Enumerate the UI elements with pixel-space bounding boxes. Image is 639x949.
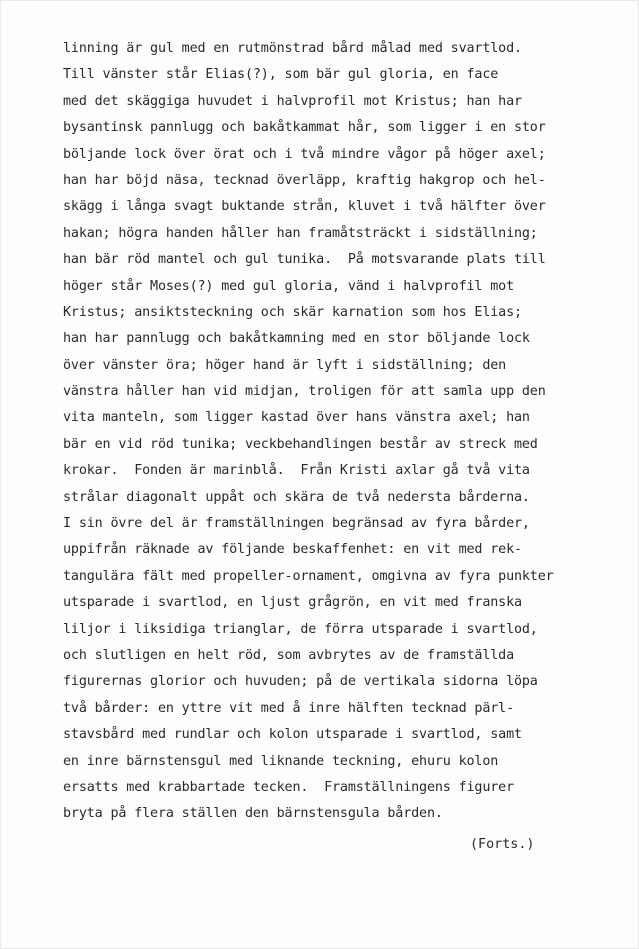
text-line: tangulära fält med propeller-ornament, omgivna av fyra punkter [63, 568, 554, 584]
text-line: bryta på flera ställen den bärnstensgula bården. [63, 806, 443, 822]
text-line: vita manteln, som ligger kastad över hans vänstra axel; han [63, 410, 530, 426]
text-line: en inre bärnstensgul med liknande teckning, ehuru kolon [63, 753, 499, 769]
text-line: liljor i liksidiga trianglar, de förra utsparade i svartlod, [63, 621, 538, 637]
text-line: krokar. Fonden är marinblå. Från Kristi axlar gå två vita [63, 463, 530, 479]
text-line: bär en vid röd tunika; veckbehandlingen består av streck med [63, 436, 538, 452]
text-line: bysantinsk pannlugg och bakåtkammat hår, som ligger i en stor [63, 120, 546, 136]
text-line: ersatts med krabbartade tecken. Framställningens figurer [63, 779, 514, 795]
text-line: höger står Moses(?) med gul gloria, vänd i halvprofil mot [63, 278, 514, 294]
text-line: hakan; högra handen håller han framåtsträckt i sidställning; [63, 225, 538, 241]
text-line: böljande lock över örat och i två mindre vågor på höger axel; [63, 146, 546, 162]
text-line: och slutligen en helt röd, som avbrytes av de framställda [63, 647, 514, 663]
text-line: utsparade i svartlod, en ljust grågrön, en vit med franska [63, 595, 522, 611]
text-line: med det skäggiga huvudet i halvprofil mot Kristus; han har [63, 93, 522, 109]
text-line: han bär röd mantel och gul tunika. På motsvarande plats till [63, 252, 546, 268]
text-line: skägg i långa svagt buktande strån, kluvet i två hälfter över [63, 199, 546, 215]
text-line: Kristus; ansiktsteckning och skär karnation som hos Elias; [63, 304, 522, 320]
text-line: över vänster öra; höger hand är lyft i sidställning; den [63, 357, 507, 373]
body-text [63, 36, 633, 828]
text-line: I sin övre del är framställningen begränsad av fyra bårder, [63, 516, 530, 532]
text-line: strålar diagonalt uppåt och skära de två nedersta bårderna. [63, 489, 530, 505]
text-line: han har pannlugg och bakåtkamning med en stor böljande lock [63, 331, 530, 347]
text-line: två bårder: en yttre vit med å inre hälften tecknad pärl- [63, 700, 514, 716]
text-line: linning är gul med en rutmönstrad bård målad med svartlod. [63, 41, 522, 56]
text-line: han har böjd näsa, tecknad överläpp, kraftig hakgrop och hel- [63, 172, 546, 188]
text-line: figurernas glorior och huvuden; på de vertikala sidorna löpa [63, 674, 538, 690]
text-line: stavsbård med rundlar och kolon utsparade i svartlod, samt [63, 727, 522, 743]
text-line: uppifrån räknade av följande beskaffenhet: en vit med rek- [63, 542, 522, 558]
text-line: vänstra håller han vid midjan, troligen för att samla upp den [63, 384, 546, 400]
continued-note: (Forts.) [470, 837, 535, 852]
text-line: Till vänster står Elias(?), som bär gul gloria, en face [63, 67, 499, 83]
